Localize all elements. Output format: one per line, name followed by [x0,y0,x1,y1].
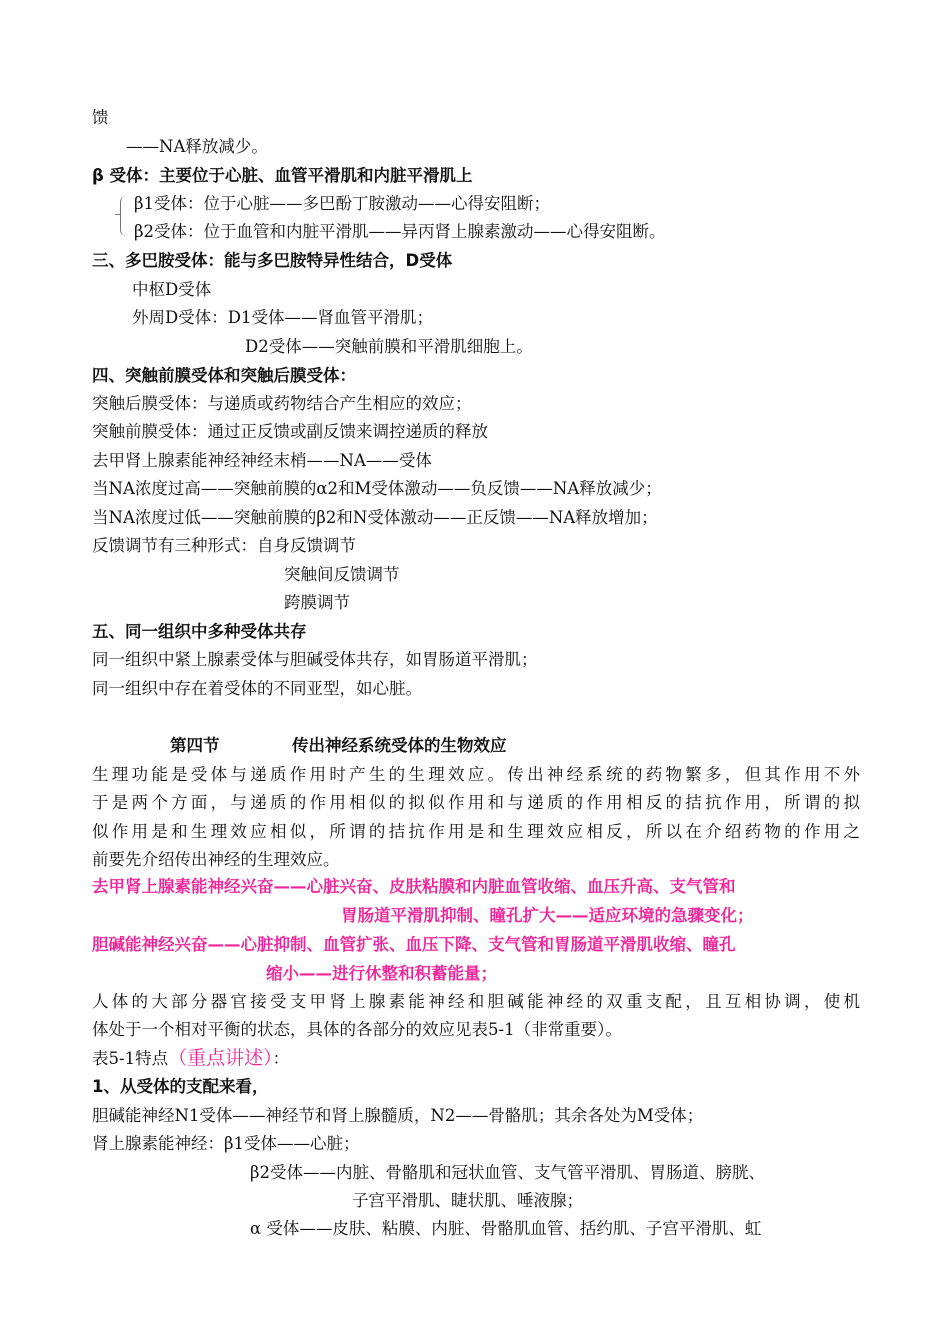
table-note-line [92,1044,289,1072]
text-line: α 受体——皮肤、粘膜、内脏、骨骼肌血管、括约肌、子宫平滑肌、虹 [250,1219,762,1238]
chapter-number: 第四节 [170,736,220,755]
text-line: 胆碱能神经N1受体——神经节和肾上腺髓质，N2——骨骼肌；其余各处为M受体； [92,1106,704,1125]
text-line: 当NA浓度过高——突触前膜的α2和M受体激动——负反馈——NA释放减少； [92,479,662,498]
text-line: 外周D受体：D1受体——肾血管平滑肌； [132,308,433,327]
section-line: β 受体：主要位于心脏、血管平滑肌和内脏平滑肌上 [92,166,473,185]
text-line: β1受体：位于心脏——多巴酚丁胺激动——心得安阻断； [134,194,551,213]
text-line: 肾上腺素能神经：β1受体——心脏； [92,1134,360,1153]
paragraph-line: 人体的大部分器官接受支甲肾上腺素能神经和胆碱能神经的双重支配，且互相协调，使机 [92,992,860,1011]
text-line: β2受体：位于血管和内脏平滑肌——异丙肾上腺素激动——心得安阻断。 [134,222,666,241]
text-line: 突触前膜受体：通过正反馈或副反馈来调控递质的释放 [92,422,488,441]
text-line: D2受体——突触前膜和平滑肌细胞上。 [245,337,533,356]
subsection-heading: 1、从受体的支配来看， [92,1077,269,1096]
text-line: 跨膜调节 [284,593,350,612]
section-heading: 五、同一组织中多种受体共存 [92,622,307,641]
text-line: 突触后膜受体：与递质或药物结合产生相应的效应； [92,394,472,413]
text-line: 子宫平滑肌、睫状肌、唾液腺； [352,1191,583,1210]
text-line: 突触间反馈调节 [284,565,400,584]
highlight-line: 缩小——进行休整和积蓄能量； [266,964,497,983]
highlight-line: 胆碱能神经兴奋——心脏抑制、血管扩张、血压下降、支气管和胃肠道平滑肌收缩、瞳孔 [92,935,736,954]
table-note-label: 表5-1特点 [92,1049,169,1068]
text-line: 中枢D受体 [132,280,212,299]
section-heading: 四、突触前膜受体和突触后膜受体： [92,366,356,385]
text-line: β2受体——内脏、骨骼肌和冠状血管、支气管平滑肌、胃肠道、膀胱、 [250,1163,766,1182]
paragraph-line: 体处于一个相对平衡的状态，具体的各部分的效应见表5-1（非常重要）。 [92,1020,622,1039]
paragraph-line: 前要先介绍传出神经的生理效应。 [92,850,340,869]
text-line: 同一组织中紧上腺素受体与胆碱受体共存，如胃肠道平滑肌； [92,650,538,669]
text-line: 反馈调节有三种形式：自身反馈调节 [92,536,356,555]
text-line: ——NA释放减少。 [126,137,268,156]
text-line: 馈 [92,108,109,127]
section-heading: 三、多巴胺受体：能与多巴胺特异性结合，D受体 [92,251,453,270]
highlight-line: 去甲肾上腺素能神经兴奋——心脏兴奋、皮肤粘膜和内脏血管收缩、血压升高、支气管和 [92,877,736,896]
paragraph-line: 似作用是和生理效应相似，所谓的拮抗作用是和生理效应相反，所以在介绍药物的作用之 [92,822,860,841]
paragraph-line: 生理功能是受体与递质作用时产生的生理效应。传出神经系统的药物繁多，但其作用不外 [92,765,860,784]
highlight-line: 胃肠道平滑肌抑制、瞳孔扩大——适应环境的急骤变化； [341,906,754,925]
text-line: 当NA浓度过低——突触前膜的β2和N受体激动——正反馈——NA释放增加； [92,508,658,527]
text-line: 同一组织中存在着受体的不同亚型，如心脏。 [92,679,422,698]
chapter-title: 传出神经系统受体的生物效应 [292,736,507,755]
paragraph-line: 于是两个方面，与递质的作用相似的拟似作用和与递质的作用相反的拮抗作用，所谓的拟 [92,793,860,812]
colon: ： [272,1049,290,1068]
brace-bracket [120,196,131,236]
text-line: 去甲肾上腺素能神经神经末梢——NA——受体 [92,451,432,470]
emphasis-note: （重点讲述） [168,1047,273,1069]
